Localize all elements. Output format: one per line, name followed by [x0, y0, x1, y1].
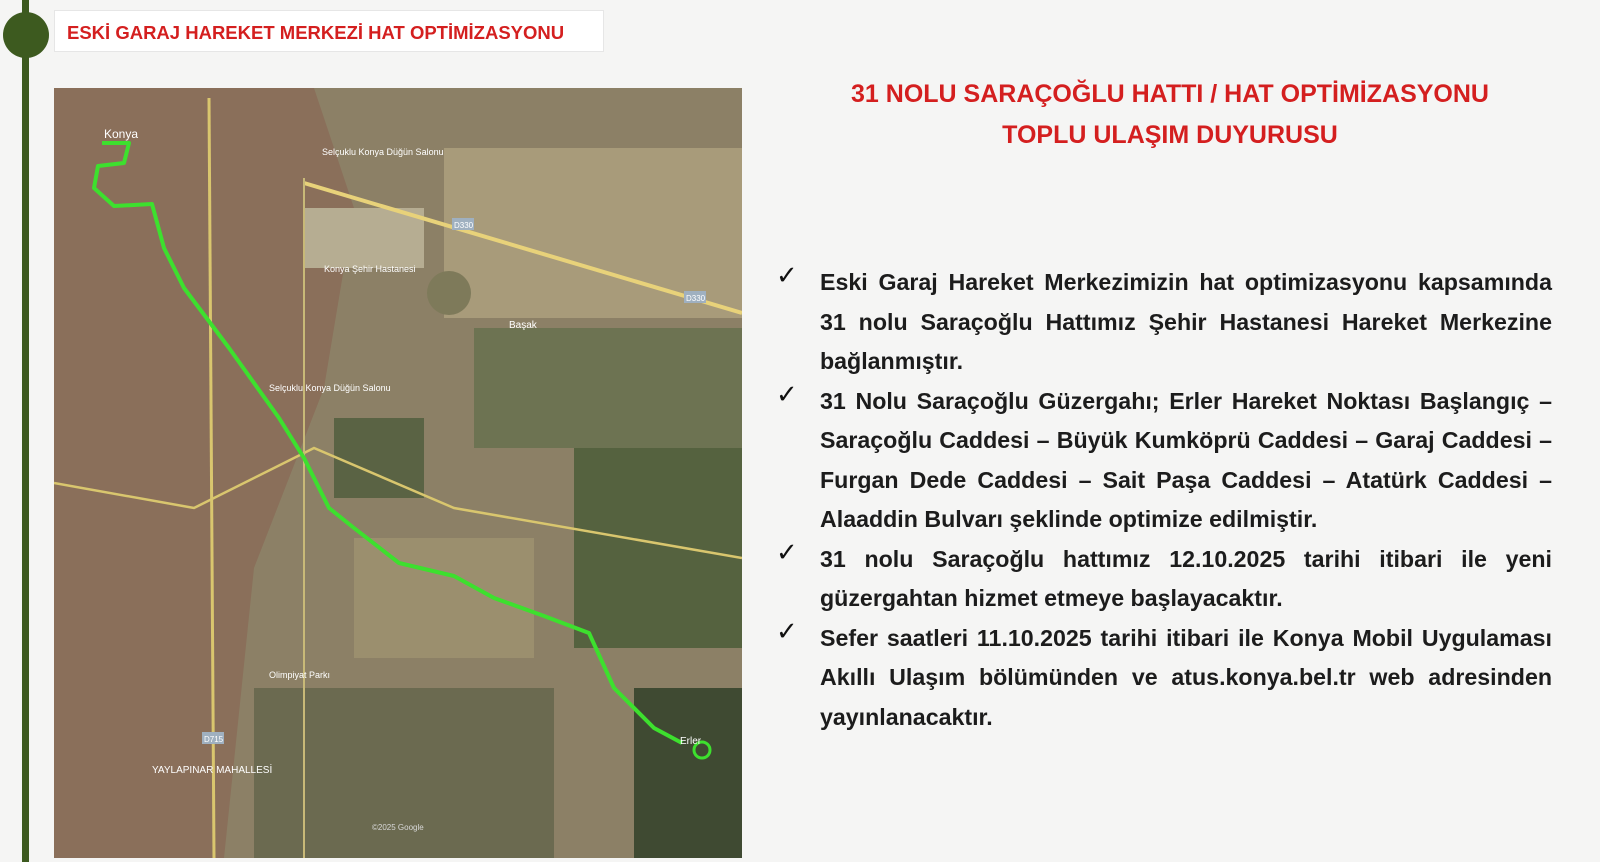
announcement-title-line2: TOPLU ULAŞIM DUYURUSU — [1002, 121, 1338, 149]
check-mark-icon: ✓ — [776, 261, 798, 291]
map-label-olimpiyat: Olimpiyat Parkı — [269, 670, 331, 680]
bullet-text: 31 nolu Saraçoğlu hattımız 12.10.2025 tarihi itibari ile yeni güzergahtan hizmet etmeye başlayacaktır. — [820, 545, 1552, 611]
announcement-bullets — [776, 263, 1552, 737]
sidebar-rule — [22, 0, 29, 862]
field-area — [634, 688, 742, 858]
bullet-text: Sefer saatleri 11.10.2025 tarihi itibari ile Konya Mobil Uygulaması Akıllı Ulaşım bölümünden ve atus.konya.bel.tr web adresinden yayınlanacaktır. — [820, 624, 1552, 730]
pivot-field — [427, 271, 471, 315]
field-area — [334, 418, 424, 498]
map-label-yaylapinar: YAYLAPINAR MAHALLESİ — [152, 765, 273, 776]
field-area — [574, 448, 742, 648]
field-area — [354, 538, 534, 658]
announcement-title-line1: 31 NOLU SARAÇOĞLU HATTI / HAT OPTİMİZASYONU — [851, 80, 1489, 108]
road-shield-label: D330 — [686, 294, 706, 303]
field-area — [254, 688, 554, 858]
road-shield-label: D715 — [204, 735, 224, 744]
map-label: Selçuklu Konya Düğün Salonu — [269, 383, 391, 393]
bullet-item — [776, 263, 1552, 382]
check-mark-icon: ✓ — [776, 616, 798, 647]
map-label-konya: Konya — [104, 127, 139, 141]
bullet-item — [776, 616, 1552, 738]
road-shield-label: D330 — [454, 221, 474, 230]
bullet-text: Eski Garaj Hareket Merkezimizin hat optimizasyonu kapsamında 31 nolu Saraçoğlu Hattımız Şehir Hastanesi Hareket Merkezine bağlanmıştır. — [820, 269, 1552, 374]
map-label-basak: Başak — [509, 320, 537, 331]
map-label: Selçuklu Konya Düğün Salonu — [322, 147, 444, 157]
field-area — [304, 208, 424, 268]
bullet-item — [776, 379, 1552, 540]
check-mark-icon: ✓ — [776, 379, 798, 410]
check-mark-icon: ✓ — [776, 537, 798, 568]
map-label-erler: Erler — [680, 736, 702, 747]
bullet-text: 31 Nolu Saraçoğlu Güzergahı; Erler Hareket Noktası Başlangıç – Saraçoğlu Caddesi – Büyük Kumköprü Caddesi – Garaj Caddesi – Furgan Dede Caddesi – Sait Paşa Caddesi – Atatürk Caddesi – Alaaddin Bulvarı şeklinde optimize edilmiştir. — [820, 387, 1552, 532]
header-box — [54, 10, 604, 52]
sidebar-dot — [3, 12, 49, 58]
map-copyright: ©2025 Google — [372, 823, 424, 832]
route-map — [54, 88, 742, 858]
map-label-city-hospital: Konya Şehir Hastanesi — [324, 264, 416, 274]
header-title: ESKİ GARAJ HAREKET MERKEZİ HAT OPTİMİZASYONU — [67, 22, 565, 43]
field-area — [474, 328, 742, 448]
bullet-item — [776, 537, 1552, 619]
